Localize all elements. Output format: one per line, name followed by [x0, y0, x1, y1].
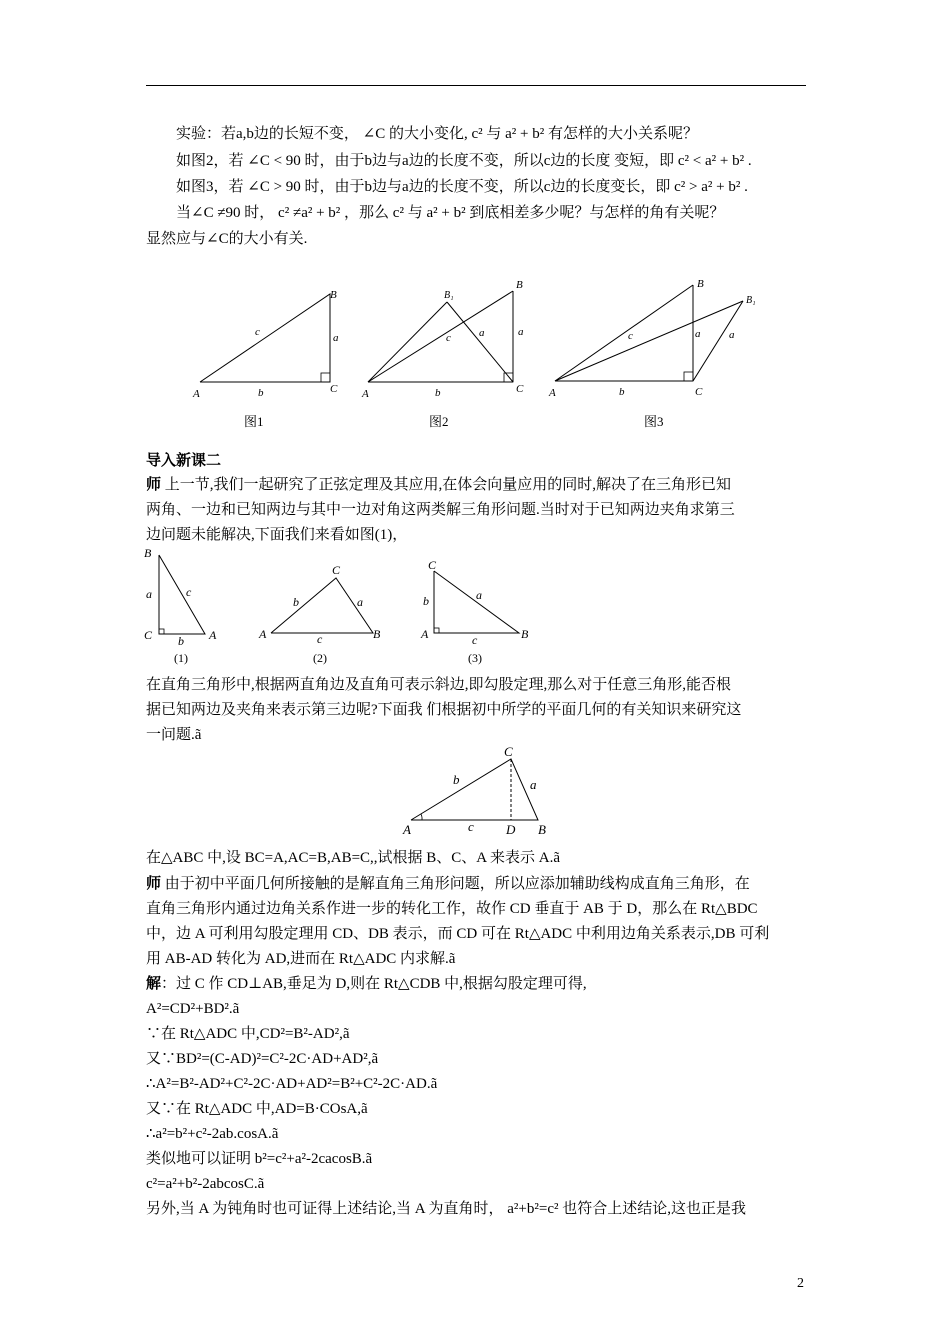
solution-text: ：过 C 作 CD⊥AB,垂足为 D,则在 Rt△CDB 中,根据勾股定理可得, — [161, 976, 587, 992]
vertex-a-label: A — [549, 387, 556, 399]
teacher-label: 师 — [146, 876, 162, 892]
solution-step: A²=CD²+BD².ã — [146, 1001, 240, 1017]
solution-step: 另外,当 A 为钝角时也可证得上述结论,当 A 为直角时， a²+b²=c² 也符合上述结论,这也正是我 — [146, 1201, 746, 1217]
vertex-b-label: B — [373, 627, 381, 641]
side-a-label: a — [146, 587, 152, 601]
vertex-c-label: C — [330, 383, 338, 395]
side-b-label: b — [453, 772, 460, 787]
side-c-label: c — [628, 330, 633, 342]
side-a-label: a — [518, 326, 524, 338]
side-b-label: b — [258, 387, 264, 399]
figure-1 — [185, 285, 355, 405]
figure-2 — [360, 275, 535, 405]
side-a-label: a — [479, 327, 485, 339]
solution-step: 类似地可以证明 b²=c²+a²-2cacosB.ã — [146, 1151, 373, 1167]
teacher-para-1-line-1 — [146, 474, 731, 496]
teacher-para-2-line-3: 中，边 A 可利用勾股定理用 CD、DB 表示，而 CD 可在 Rt△ADC 中利用边角关系表示,DB 可利 — [146, 926, 770, 942]
teacher-text: 上一节,我们一起研究了正弦定理及其应用,在体会向量应用的同时,解决了在三角形已知 — [161, 477, 732, 493]
solution-step: ∴A²=B²-AD²+C²-2C·AD+AD²=B²+C²-2C·AD.ã — [146, 1076, 438, 1092]
vertex-b-label: B — [538, 822, 546, 837]
solution-step: ∴a²=b²+c²-2ab.cosA.ã — [146, 1126, 279, 1142]
solution-label: 解 — [146, 976, 162, 992]
figure-altitude — [398, 742, 563, 840]
solution-line-first — [146, 973, 587, 995]
figure-acute-triangle — [255, 562, 395, 670]
teacher-para-1-line-2: 两角、一边和已知两边与其中一边对角这两类解三角形问题.当时对于已知两边夹角求第三 — [146, 502, 735, 518]
solution-step: ∵在 Rt△ADC 中,CD²=B²-AD²,ã — [146, 1026, 350, 1042]
figure-right-triangle-2 — [418, 555, 543, 670]
side-b-label: b — [435, 387, 441, 399]
vertex-c-label: C — [695, 386, 703, 398]
figure-caption: (3) — [468, 651, 482, 665]
teacher-para-2-line-4: 用 AB-AD 转化为 AD,进而在 Rt△ADC 内求解.ã — [146, 951, 456, 967]
figure-3 — [545, 275, 785, 405]
figure-2-caption: 图2 — [429, 414, 449, 429]
page-number: 2 — [797, 1276, 804, 1291]
teacher-para-1-line-3: 边问题未能解决,下面我们来看如图(1)， — [146, 527, 408, 543]
side-c-label: c — [317, 632, 323, 646]
intro-line-4: 当∠C ≠90 时， c² ≠a² + b² ，那么 c² 与 a² + b² 到底相差多少呢？与怎样的角有关呢？ — [176, 205, 725, 221]
figure-caption: (2) — [313, 651, 327, 665]
side-c-label: c — [186, 585, 192, 599]
teacher-para-2-line-1 — [146, 873, 750, 895]
intro-line-5: 显然应与∠C的大小有关. — [146, 231, 308, 247]
setup-line: 在△ABC 中,设 BC=A,AC=B,AB=C,,试根据 B、C、A 来表示 A.ã — [146, 850, 561, 866]
vertex-a-label: A — [403, 822, 411, 837]
teacher-text: 由于初中平面几何所接触的是解直角三角形问题，所以应添加辅助线构成直角三角形，在 — [161, 876, 750, 892]
teacher-para-2-line-2: 直角三角形内通过边角关系作进一步的转化工作，故作 CD 垂直于 AB 于 D，那么在 Rt△BDC — [146, 901, 758, 917]
side-a-label: a — [530, 777, 537, 792]
intro-line-3: 如图3，若 ∠C > 90 时，由于b边与a边的长度不变，所以c边的长度变长，即 c² > a² + b² . — [176, 179, 748, 195]
vertex-a-label: A — [362, 388, 369, 400]
side-a-label: a — [729, 329, 735, 341]
teacher-label: 师 — [146, 477, 162, 493]
para-2-line-1: 在直角三角形中,根据两直角边及直角可表示斜边,即勾股定理,那么对于任意三角形,能否根 — [146, 677, 732, 693]
intro-line-2: 如图2，若 ∠C < 90 时，由于b边与a边的长度不变，所以c边的长度 变短，即 c² < a² + b² . — [176, 153, 752, 169]
side-c-label: c — [446, 332, 451, 344]
solution-step: 又∵在 Rt△ADC 中,AD=B·COsA,ã — [146, 1101, 368, 1117]
vertex-c-label: C — [332, 563, 341, 577]
figure-1-caption: 图1 — [244, 414, 264, 429]
side-b-label: b — [293, 595, 299, 609]
side-c-label: c — [468, 819, 474, 834]
vertex-a-label: A — [259, 627, 267, 641]
vertex-a-label: A — [209, 628, 217, 642]
vertex-a-label: A — [193, 388, 200, 400]
intro-line-1: 实验：若a,b边的长短不变， ∠C 的大小变化, c² 与 a² + b² 有怎样的大小关系呢？ — [176, 126, 698, 142]
vertex-c-label: C — [428, 558, 437, 572]
vertex-c-label: C — [144, 628, 153, 642]
side-a-label: a — [333, 332, 339, 344]
side-a-label: a — [476, 588, 482, 602]
vertex-b-label: B — [697, 278, 704, 290]
vertex-c-label: C — [504, 744, 513, 759]
solution-step: c²=a²+b²-2abcosC.ã — [146, 1176, 265, 1192]
side-c-label: c — [255, 326, 260, 338]
vertex-b1-label: B₁ — [444, 290, 454, 301]
vertex-c-label: C — [516, 383, 524, 395]
side-a-label: a — [357, 595, 363, 609]
vertex-b-label: B — [144, 546, 152, 560]
side-a-label: a — [695, 328, 701, 340]
side-b-label: b — [178, 634, 184, 648]
vertex-b-label: B — [521, 627, 529, 641]
solution-step: 又∵BD²=(C-AD)²=C²-2C·AD+AD²,ã — [146, 1051, 379, 1067]
side-b-label: b — [619, 386, 625, 398]
vertex-a-label: A — [421, 627, 429, 641]
header-rule — [146, 85, 806, 86]
section-title: 导入新课二 — [146, 453, 222, 469]
vertex-d-label: D — [506, 822, 516, 837]
figure-caption: (1) — [174, 651, 188, 665]
para-2-line-3: 一问题.ã — [146, 727, 202, 743]
side-b-label: b — [423, 594, 429, 608]
figure-right-triangle — [138, 545, 228, 670]
vertex-b-label: B — [516, 279, 523, 291]
side-c-label: c — [472, 633, 478, 647]
vertex-b-label: B — [330, 289, 337, 301]
figure-3-caption: 图3 — [644, 414, 664, 429]
para-2-line-2: 据已知两边及夹角来表示第三边呢?下面我 们根据初中所学的平面几何的有关知识来研究这 — [146, 702, 742, 718]
vertex-b1-label: B₁ — [746, 295, 756, 306]
